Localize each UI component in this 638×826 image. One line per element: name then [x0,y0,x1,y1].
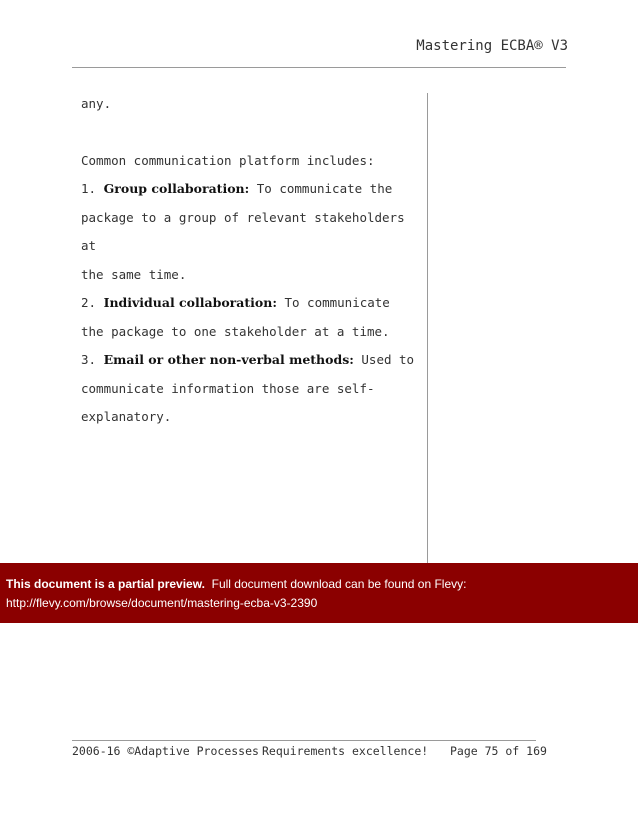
list-item [81,289,426,318]
item-number: 2. [81,295,97,310]
item-text-line: communicate information those are self- [81,380,375,396]
item-number: 3. [81,352,97,367]
document-body [81,90,426,432]
column-divider [427,93,428,563]
flevy-download-link[interactable]: http://flevy.com/browse/document/mastering-ecba-v3-2390 [6,596,318,610]
banner-message [6,577,466,591]
list-item [81,175,426,204]
item-text: To communicate the [256,181,393,196]
header-divider [72,67,566,68]
item-term: Group collaboration: [103,181,250,196]
footer-copyright: 2006-16 ©Adaptive Processes [72,744,259,758]
item-number: 1. [81,181,97,196]
item-text: To communicate [284,295,390,310]
running-header: Mastering ECBA® V3 [416,38,568,54]
list-item [81,346,426,375]
item-text: Used to [361,352,415,367]
item-text-line: the package to one stakeholder at a time. [81,323,390,339]
banner-link-row [6,596,317,610]
footer-page-number: Page 75 of 169 [450,744,547,758]
banner-bold-text: This document is a partial preview. [6,577,205,591]
text-fragment: any. [81,96,112,111]
banner-text: Full document download can be found on Flevy: [211,577,467,591]
footer-divider [72,740,536,741]
item-text-line: package to a group of relevant stakeholders at [81,209,405,253]
intro-paragraph: Common communication platform includes: [81,152,375,168]
footer-tagline: Requirements excellence! [262,744,429,758]
item-text-line: the same time. [81,266,187,282]
item-term: Email or other non-verbal methods: [103,352,354,367]
item-term: Individual collaboration: [103,295,277,310]
preview-banner [0,563,638,623]
item-text-line: explanatory. [81,409,172,424]
